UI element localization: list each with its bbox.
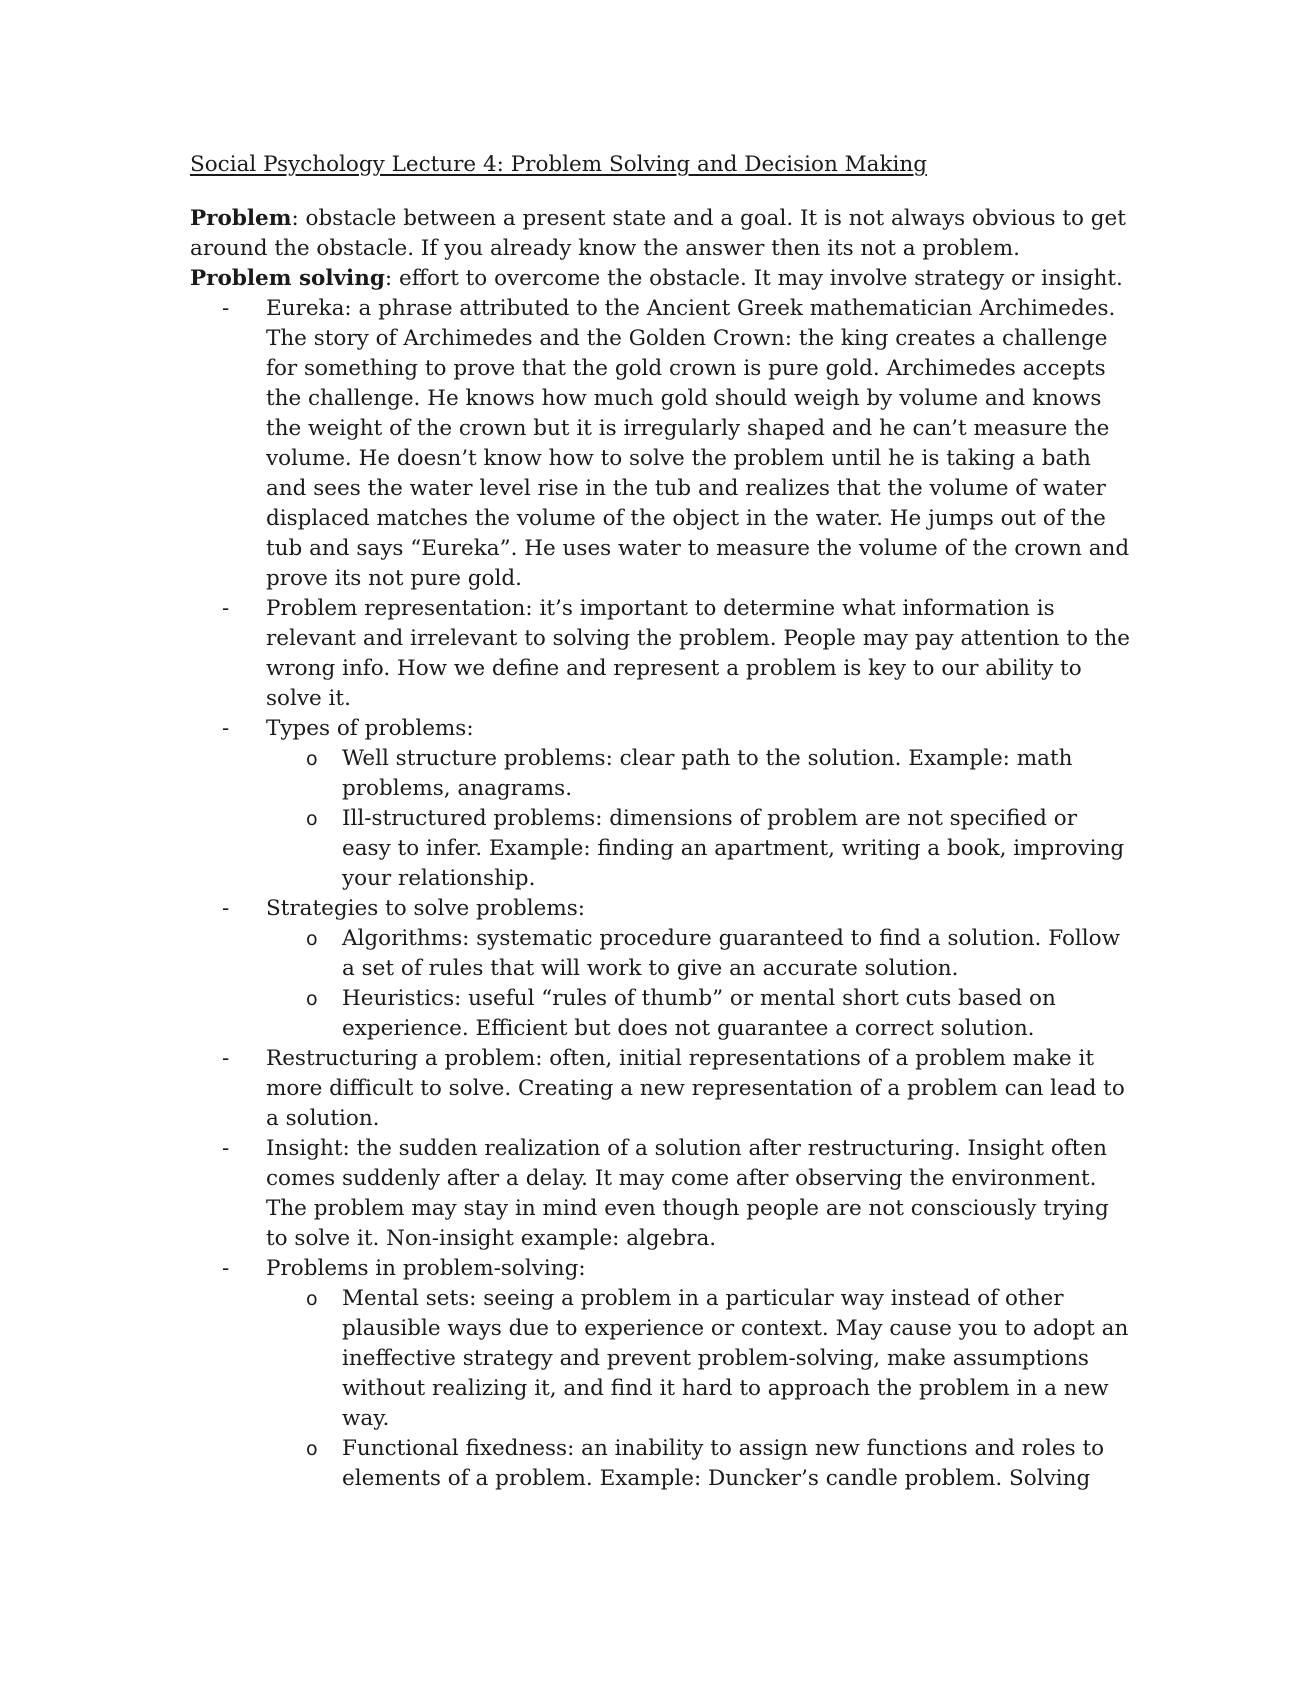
list-item-text: Restructuring a problem: often, initial representations of a problem make it more difficult to solve. Creating a new representation of a problem can lead to a solution. xyxy=(266,1046,1125,1131)
list-item-eureka xyxy=(222,294,1130,594)
sub-list-item-text: Ill-structured problems: dimensions of problem are not specified or easy to infer. Example: finding an apartment, writing a book, improving your relationship. xyxy=(342,806,1125,891)
circle-marker: o xyxy=(306,808,318,830)
definition-term: Problem xyxy=(190,206,292,231)
sub-list-item-text: Functional fixedness: an inability to assign new functions and roles to elements of a problem. Example: Duncker’s candle problem. Solving xyxy=(342,1436,1105,1491)
sub-list-item-text: Heuristics: useful “rules of thumb” or mental short cuts based on experience. Efficient but does not guarantee a correct solution. xyxy=(342,986,1056,1041)
dash-marker: - xyxy=(222,1136,230,1161)
list-item-text: Problems in problem-solving: xyxy=(266,1256,586,1281)
list-item-text: Strategies to solve problems: xyxy=(266,896,586,921)
definition-term: Problem solving xyxy=(190,266,385,291)
dash-marker: - xyxy=(222,296,230,321)
definition-problem-solving xyxy=(190,264,1130,294)
circle-marker: o xyxy=(306,928,318,950)
sub-list-item xyxy=(306,804,1130,894)
sub-list-item-text: Algorithms: systematic procedure guaranteed to find a solution. Follow a set of rules that will work to give an accurate solution. xyxy=(342,926,1120,981)
circle-marker: o xyxy=(306,1438,318,1460)
sub-list-item xyxy=(306,1434,1130,1494)
sub-list-item xyxy=(306,744,1130,804)
dash-marker: - xyxy=(222,596,230,621)
sub-list-item xyxy=(306,984,1130,1044)
circle-marker: o xyxy=(306,1288,318,1310)
list-item-insight xyxy=(222,1134,1130,1254)
circle-marker: o xyxy=(306,748,318,770)
document-body xyxy=(190,150,1130,1494)
list-item-problems-in-problem-solving xyxy=(222,1254,1130,1494)
list-item-text: Types of problems: xyxy=(266,716,474,741)
list-item-text: Insight: the sudden realization of a solution after restructuring. Insight often comes suddenly after a delay. It may come after observing the environment. The problem may stay in mind even though people are not consciously trying to solve it. Non-insight example: algebra. xyxy=(266,1136,1109,1251)
list-item-text: Eureka: a phrase attributed to the Ancient Greek mathematician Archimedes. The story of Archimedes and the Golden Crown: the king creates a challenge for something to prove that the gold crown is pure gold. Archimedes accepts the challenge. He knows how much gold should weigh by volume and knows the weight of the crown but it is irregularly shaped and he can’t measure the volume. He doesn’t know how to solve the problem until he is taking a bath and sees the water level rise in the tub and realizes that the volume of water displaced matches the volume of the object in the water. He jumps out of the tub and says “Eureka”. He uses water to measure the volume of the crown and prove its not pure gold. xyxy=(266,296,1130,591)
sub-list-item-text: Mental sets: seeing a problem in a particular way instead of other plausible ways due to experience or context. May cause you to adopt an ineffective strategy and prevent problem-solving, make assumptions without realizing it, and find it hard to approach the problem in a new way. xyxy=(342,1286,1129,1431)
circle-marker: o xyxy=(306,988,318,1010)
sub-list-item-text: Well structure problems: clear path to the solution. Example: math problems, anagrams. xyxy=(342,746,1073,801)
sub-list xyxy=(266,1284,1130,1494)
dash-marker: - xyxy=(222,1256,230,1281)
dash-marker: - xyxy=(222,716,230,741)
list-item-types-of-problems xyxy=(222,714,1130,894)
list-item-restructuring xyxy=(222,1044,1130,1134)
bullet-list xyxy=(190,294,1130,1494)
dash-marker: - xyxy=(222,1046,230,1071)
sub-list xyxy=(266,924,1130,1044)
sub-list xyxy=(266,744,1130,894)
definition-text: : effort to overcome the obstacle. It may involve strategy or insight. xyxy=(384,266,1123,291)
definition-text: : obstacle between a present state and a goal. It is not always obvious to get around the obstacle. If you already know the answer then its not a problem. xyxy=(190,206,1126,261)
page-title: Social Psychology Lecture 4: Problem Solving and Decision Making xyxy=(190,152,928,177)
list-item-text: Problem representation: it’s important to determine what information is relevant and irrelevant to solving the problem. People may pay attention to the wrong info. How we define and represent a problem is key to our ability to solve it. xyxy=(266,596,1130,711)
sub-list-item xyxy=(306,924,1130,984)
list-item-problem-representation xyxy=(222,594,1130,714)
definition-problem xyxy=(190,204,1130,264)
list-item-strategies xyxy=(222,894,1130,1044)
sub-list-item xyxy=(306,1284,1130,1434)
dash-marker: - xyxy=(222,896,230,921)
